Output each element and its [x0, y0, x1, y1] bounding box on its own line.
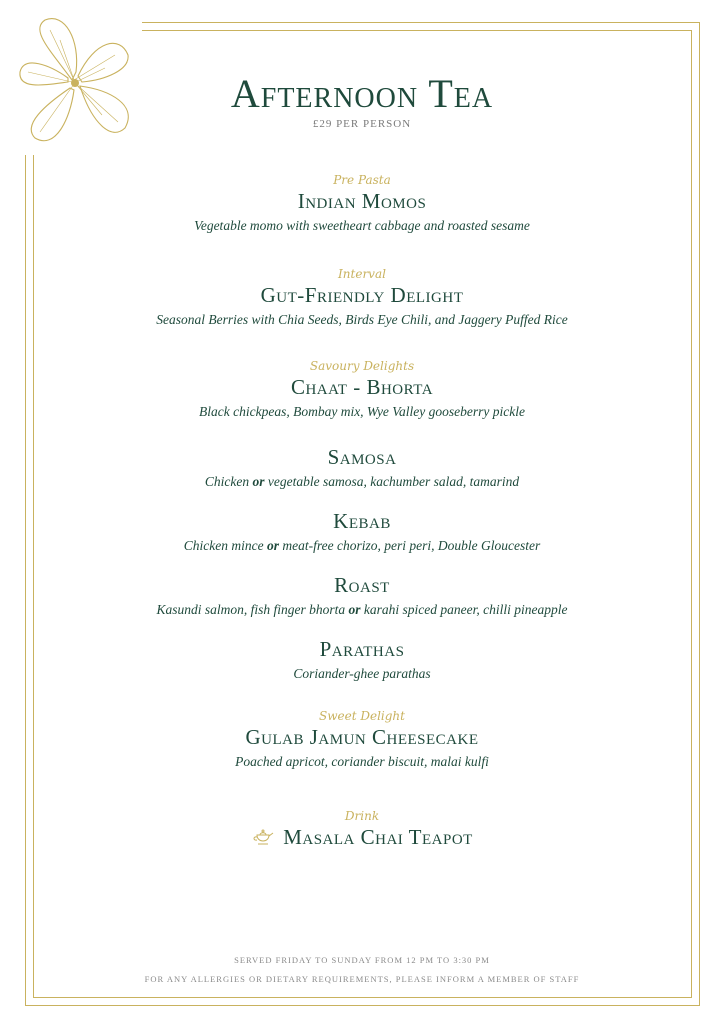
menu-section [40, 266, 684, 330]
dish-name: Masala Chai Teapot [283, 825, 473, 849]
menu-section [40, 708, 684, 772]
dish-name: Chaat - Bhorta [290, 375, 434, 399]
dish-description: Black chickpeas, Bombay mix, Wye Valley gooseberry pickle [199, 404, 525, 419]
dish-description: Poached apricot, coriander biscuit, malai kulfi [235, 754, 489, 769]
dish-name: Gut-Friendly Delight [260, 283, 464, 307]
menu-section [40, 808, 684, 850]
menu-section [40, 358, 684, 422]
section-category: Pre Pasta [333, 173, 391, 187]
dish-description: Kasundi salmon, fish finger bhorta or karahi spiced paneer, chilli pineapple [156, 602, 568, 617]
dish-name: Samosa [327, 445, 397, 469]
section-category: Sweet Delight [319, 709, 405, 723]
dish-name: Gulab Jamun Cheesecake [245, 725, 479, 749]
menu-section [40, 172, 684, 236]
dish-description: Chicken mince or meat-free chorizo, peri peri, Double Gloucester [183, 538, 541, 553]
footer-allergy: FOR ANY ALLERGIES OR DIETARY REQUIREMENTS, PLEASE INFORM A MEMBER OF STAFF [144, 974, 580, 984]
menu-section [40, 444, 684, 492]
dish-name: Roast [334, 573, 390, 597]
section-category: Drink [344, 809, 380, 823]
dish-description: Vegetable momo with sweetheart cabbage and roasted sesame [194, 218, 530, 233]
dish-name: Parathas [319, 637, 405, 661]
dish-description: Seasonal Berries with Chia Seeds, Birds Eye Chili, and Jaggery Puffed Rice [156, 312, 568, 327]
dish-description: Coriander-ghee parathas [293, 666, 431, 681]
footer-served: SERVED FRIDAY TO SUNDAY FROM 12 PM TO 3:30 PM [234, 955, 490, 965]
section-category: Interval [338, 267, 386, 281]
price-label: £29 PER PERSON [312, 118, 412, 130]
drink-row [40, 824, 684, 850]
menu-section [40, 572, 684, 620]
dish-name: Indian Momos [297, 189, 427, 213]
menu-section [40, 636, 684, 684]
dish-name: Kebab [333, 509, 391, 533]
dish-description: Chicken or vegetable samosa, kachumber salad, tamarind [204, 474, 520, 489]
page-title: Afternoon Tea [230, 71, 494, 116]
section-category: Savoury Delights [309, 359, 415, 373]
menu-section [40, 508, 684, 556]
teapot-icon [251, 825, 275, 849]
